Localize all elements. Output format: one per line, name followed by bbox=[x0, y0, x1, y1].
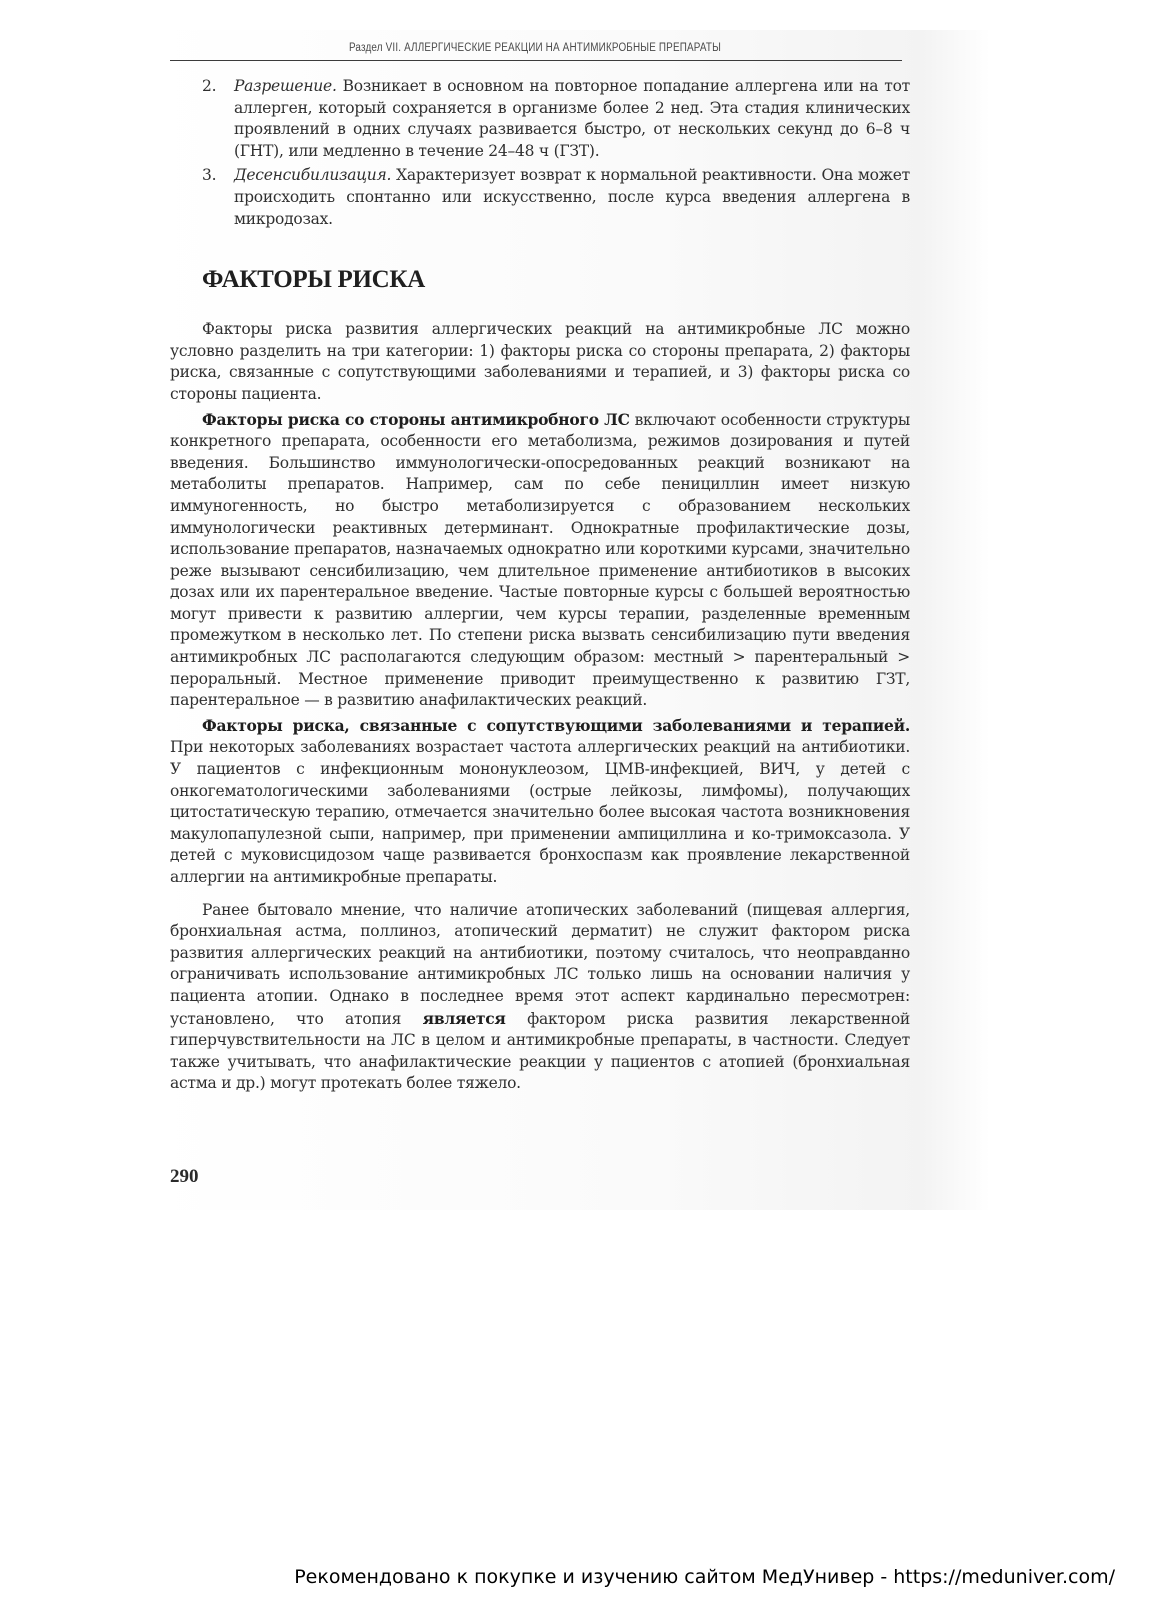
list-text: Возникает в основном на повторное попадание аллергена или на тот аллерген, который сохраняется в организме более 2 нед. Эта стадия клинических проявлений в одних случаях развивается быстро, от нескольких секунд до 6–8 ч (ГНТ), или медленно в течение 24–48 ч (ГЗТ). bbox=[234, 77, 910, 160]
list-item bbox=[170, 165, 910, 230]
paragraph-text: При некоторых заболеваниях возрастает частота аллергических реакций на антибиотики. У пациентов с инфекционным мононуклеозом, ЦМВ-инфекцией, ВИЧ, у детей с онкогематологическими заболеваниями (острые лейкозы, лимфомы), получающих цитостатическую терапию, отмечается значительно более высокая частота возникновения макулопапулезной сыпи, например, при применении ампициллина и ко-тримоксазола. У детей с муковисцидозом чаще развивается бронхоспазм как проявление лекарственной аллергии на антимикробные препараты. bbox=[170, 738, 910, 886]
list-number: 2. bbox=[202, 77, 217, 95]
list-number: 3. bbox=[202, 166, 217, 185]
paragraph-text: Ранее бытовало мнение, что наличие атопических заболеваний (пищевая аллергия, бронхиальная астма, поллиноз, атопический дерматит) не служит фактором риска развития аллергических реакций на антибиотики, поэтому считалось, что неоправданно ограничивать использование антимикробных ЛС только лишь на основании наличия у пациента атопии. Однако в последнее время этот аспект кардинально пересмотрен: установлено, что атопия bbox=[170, 900, 910, 1028]
footer-note: Рекомендовано к покупке и изучению сайтом МедУнивер - https://meduniver.com/ bbox=[294, 1566, 1115, 1588]
list-term: Разрешение. bbox=[234, 77, 337, 95]
section-heading: ФАКТОРЫ РИСКА bbox=[202, 266, 425, 294]
stage-list bbox=[170, 76, 910, 230]
bold-lead: Факторы риска, связанные с сопутствующими заболеваниями и терапией. bbox=[202, 715, 910, 735]
paragraph-text: включают особенности структуры конкретного препарата, особенности его метаболизма, режимов дозирования и путей введения. Большинство иммунологически-опосредованных реакций возникают на метаболиты препаратов. Например, сам по себе пенициллин имеет низкую иммуногенность, но быстро метаболизируется с образованием нескольких иммунологически реактивных детерминант. Однократные профилактические дозы, использование препаратов, назначаемых однократно или короткими курсами, значительно реже вызывают сенсибилизацию, чем длительное применение антибиотиков в высоких дозах или их парентеральное введение. Частые повторные курсы с большей вероятностью могут привести к развитию аллергии, чем курсы терапии, разделенные временным промежутком в несколько лет. По степени риска вызвать сенсибилизацию пути введения антимикробных ЛС располагаются следующим образом: местный > парентеральный > пероральный. Местное применение приводит преимущественно к развитию ГЗТ, парентеральное — в развитию анафилактических реакций. bbox=[170, 410, 910, 710]
list-item bbox=[170, 76, 910, 162]
paragraph-atopy bbox=[170, 900, 910, 1095]
bold-emphasis: является bbox=[422, 1008, 506, 1028]
page-content bbox=[170, 76, 910, 1098]
bold-lead: Факторы риска со стороны антимикробного ЛС bbox=[202, 409, 630, 429]
paragraph-text: фактором риска развития лекарственной гиперчувствительности на ЛС в целом и антимикробные препараты, в частности. Следует также учитывать, что анафилактические реакции у пациентов с атопией (бронхиальная астма и др.) могут протекать более тяжело. bbox=[170, 1009, 910, 1093]
list-text: Характеризует возврат к нормальной реактивности. Она может происходить спонтанно или искусственно, после курса введения аллергена в микродозах. bbox=[234, 166, 910, 228]
paragraph-drug-factors bbox=[170, 409, 910, 712]
paragraph-intro: Факторы риска развития аллергических реакций на антимикробные ЛС можно условно разделить на три категории: 1) факторы риска со стороны препарата, 2) факторы риска, связанные с сопутствующими заболеваниями и терапией, и 3) факторы риска со стороны пациента. bbox=[170, 320, 910, 403]
list-term: Десенсибилизация. bbox=[234, 166, 392, 185]
header-rule bbox=[170, 60, 902, 61]
paragraph-comorbidity-factors bbox=[170, 715, 910, 889]
running-header: Раздел VII. АЛЛЕРГИЧЕСКИЕ РЕАКЦИИ НА АНТИМИКРОБНЫЕ ПРЕПАРАТЫ bbox=[348, 42, 722, 54]
page-number: 290 bbox=[170, 1166, 199, 1187]
